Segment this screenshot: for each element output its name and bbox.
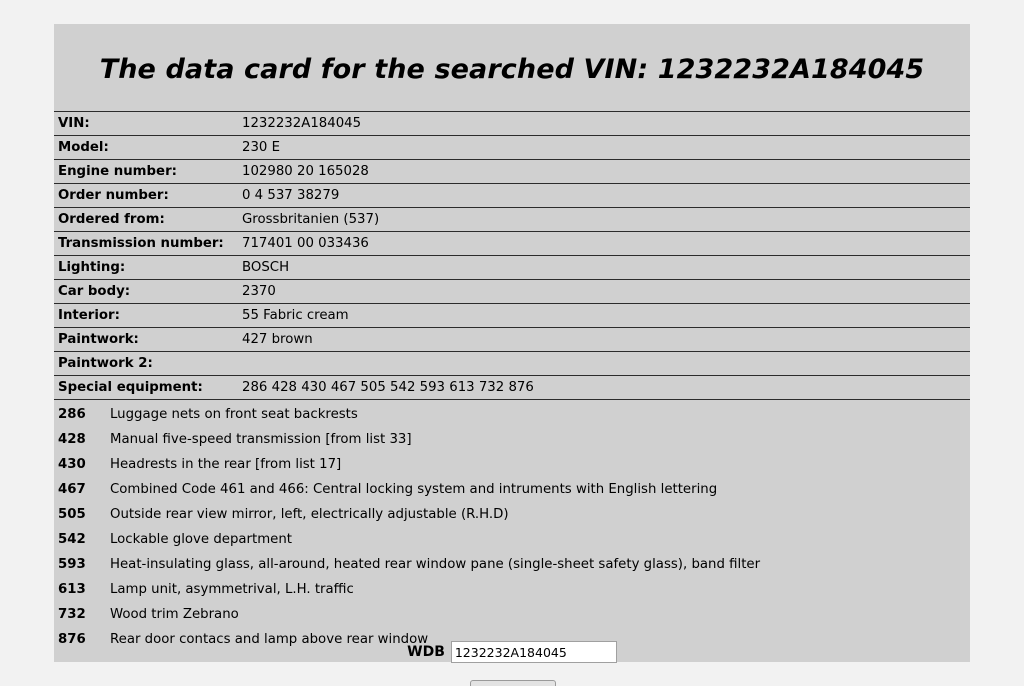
- vin-search-input[interactable]: [451, 641, 617, 663]
- field-label-lighting: Lighting:: [54, 256, 240, 280]
- equipment-description: Heat-insulating glass, all-around, heated rear window pane (single-sheet safety glass), band filter: [110, 557, 761, 572]
- equipment-code: 505: [58, 507, 86, 522]
- list-item: [54, 552, 970, 577]
- equipment-code: 732: [58, 607, 86, 622]
- table-row: [54, 160, 970, 184]
- equipment-description: Manual five-speed transmission [from list 33]: [110, 432, 412, 447]
- equipment-code: 876: [58, 632, 86, 647]
- equipment-code: 286: [58, 407, 86, 422]
- table-row: [54, 352, 970, 376]
- list-item: [54, 602, 970, 627]
- equipment-code: 613: [58, 582, 86, 597]
- field-value-ordered-from: Grossbritanien (537): [240, 208, 970, 232]
- equipment-description: Luggage nets on front seat backrests: [110, 407, 358, 422]
- table-row: [54, 328, 970, 352]
- table-row: [54, 208, 970, 232]
- vehicle-fields-table: [54, 111, 970, 400]
- equipment-description: Rear door contacs and lamp above rear window: [110, 632, 429, 647]
- search-button[interactable]: [470, 680, 556, 686]
- field-value-vin: 1232232A184045: [240, 112, 970, 136]
- field-value-paintwork: 427 brown: [240, 328, 970, 352]
- equipment-code: 428: [58, 432, 86, 447]
- table-row: [54, 112, 970, 136]
- field-label-special-equipment: Special equipment:: [54, 376, 240, 400]
- field-label-interior: Interior:: [54, 304, 240, 328]
- equipment-description: Combined Code 461 and 466: Central locking system and intruments with English lettering: [110, 482, 718, 497]
- table-row: [54, 304, 970, 328]
- data-card: [54, 24, 970, 662]
- equipment-description: Headrests in the rear [from list 17]: [110, 457, 342, 472]
- equipment-description: Wood trim Zebrano: [110, 607, 239, 622]
- equipment-code: 542: [58, 532, 86, 547]
- field-label-order-number: Order number:: [54, 184, 240, 208]
- field-label-engine-number: Engine number:: [54, 160, 240, 184]
- field-label-model: Model:: [54, 136, 240, 160]
- field-value-special-equipment: 286 428 430 467 505 542 593 613 732 876: [240, 376, 970, 400]
- field-label-paintwork: Paintwork:: [54, 328, 240, 352]
- field-value-paintwork-2: [240, 352, 970, 376]
- equipment-description: Outside rear view mirror, left, electrically adjustable (R.H.D): [110, 507, 509, 522]
- vin-search-bar: [0, 641, 1024, 663]
- list-item: [54, 577, 970, 602]
- equipment-description: Lockable glove department: [110, 532, 292, 547]
- table-row: [54, 256, 970, 280]
- field-label-ordered-from: Ordered from:: [54, 208, 240, 232]
- table-row: [54, 376, 970, 400]
- field-label-vin: VIN:: [54, 112, 240, 136]
- field-label-transmission-number: Transmission number:: [54, 232, 240, 256]
- field-value-interior: 55 Fabric cream: [240, 304, 970, 328]
- table-row: [54, 232, 970, 256]
- list-item: [54, 527, 970, 552]
- list-item: [54, 477, 970, 502]
- field-value-model: 230 E: [240, 136, 970, 160]
- field-value-transmission-number: 717401 00 033436: [240, 232, 970, 256]
- table-row: [54, 136, 970, 160]
- field-value-order-number: 0 4 537 38279: [240, 184, 970, 208]
- equipment-description: Lamp unit, asymmetrival, L.H. traffic: [110, 582, 354, 597]
- list-item: [54, 452, 970, 477]
- list-item: [54, 427, 970, 452]
- page-title: The data card for the searched VIN: 1232232A184045: [99, 54, 925, 85]
- table-row: [54, 280, 970, 304]
- list-item: [54, 402, 970, 427]
- field-label-car-body: Car body:: [54, 280, 240, 304]
- equipment-code: 593: [58, 557, 86, 572]
- special-equipment-list: [54, 402, 970, 652]
- wdb-prefix-label: WDB: [407, 644, 445, 660]
- list-item: [54, 502, 970, 527]
- equipment-code: 467: [58, 482, 86, 497]
- equipment-code: 430: [58, 457, 86, 472]
- table-row: [54, 184, 970, 208]
- field-value-car-body: 2370: [240, 280, 970, 304]
- field-value-lighting: BOSCH: [240, 256, 970, 280]
- field-value-engine-number: 102980 20 165028: [240, 160, 970, 184]
- field-label-paintwork-2: Paintwork 2:: [54, 352, 240, 376]
